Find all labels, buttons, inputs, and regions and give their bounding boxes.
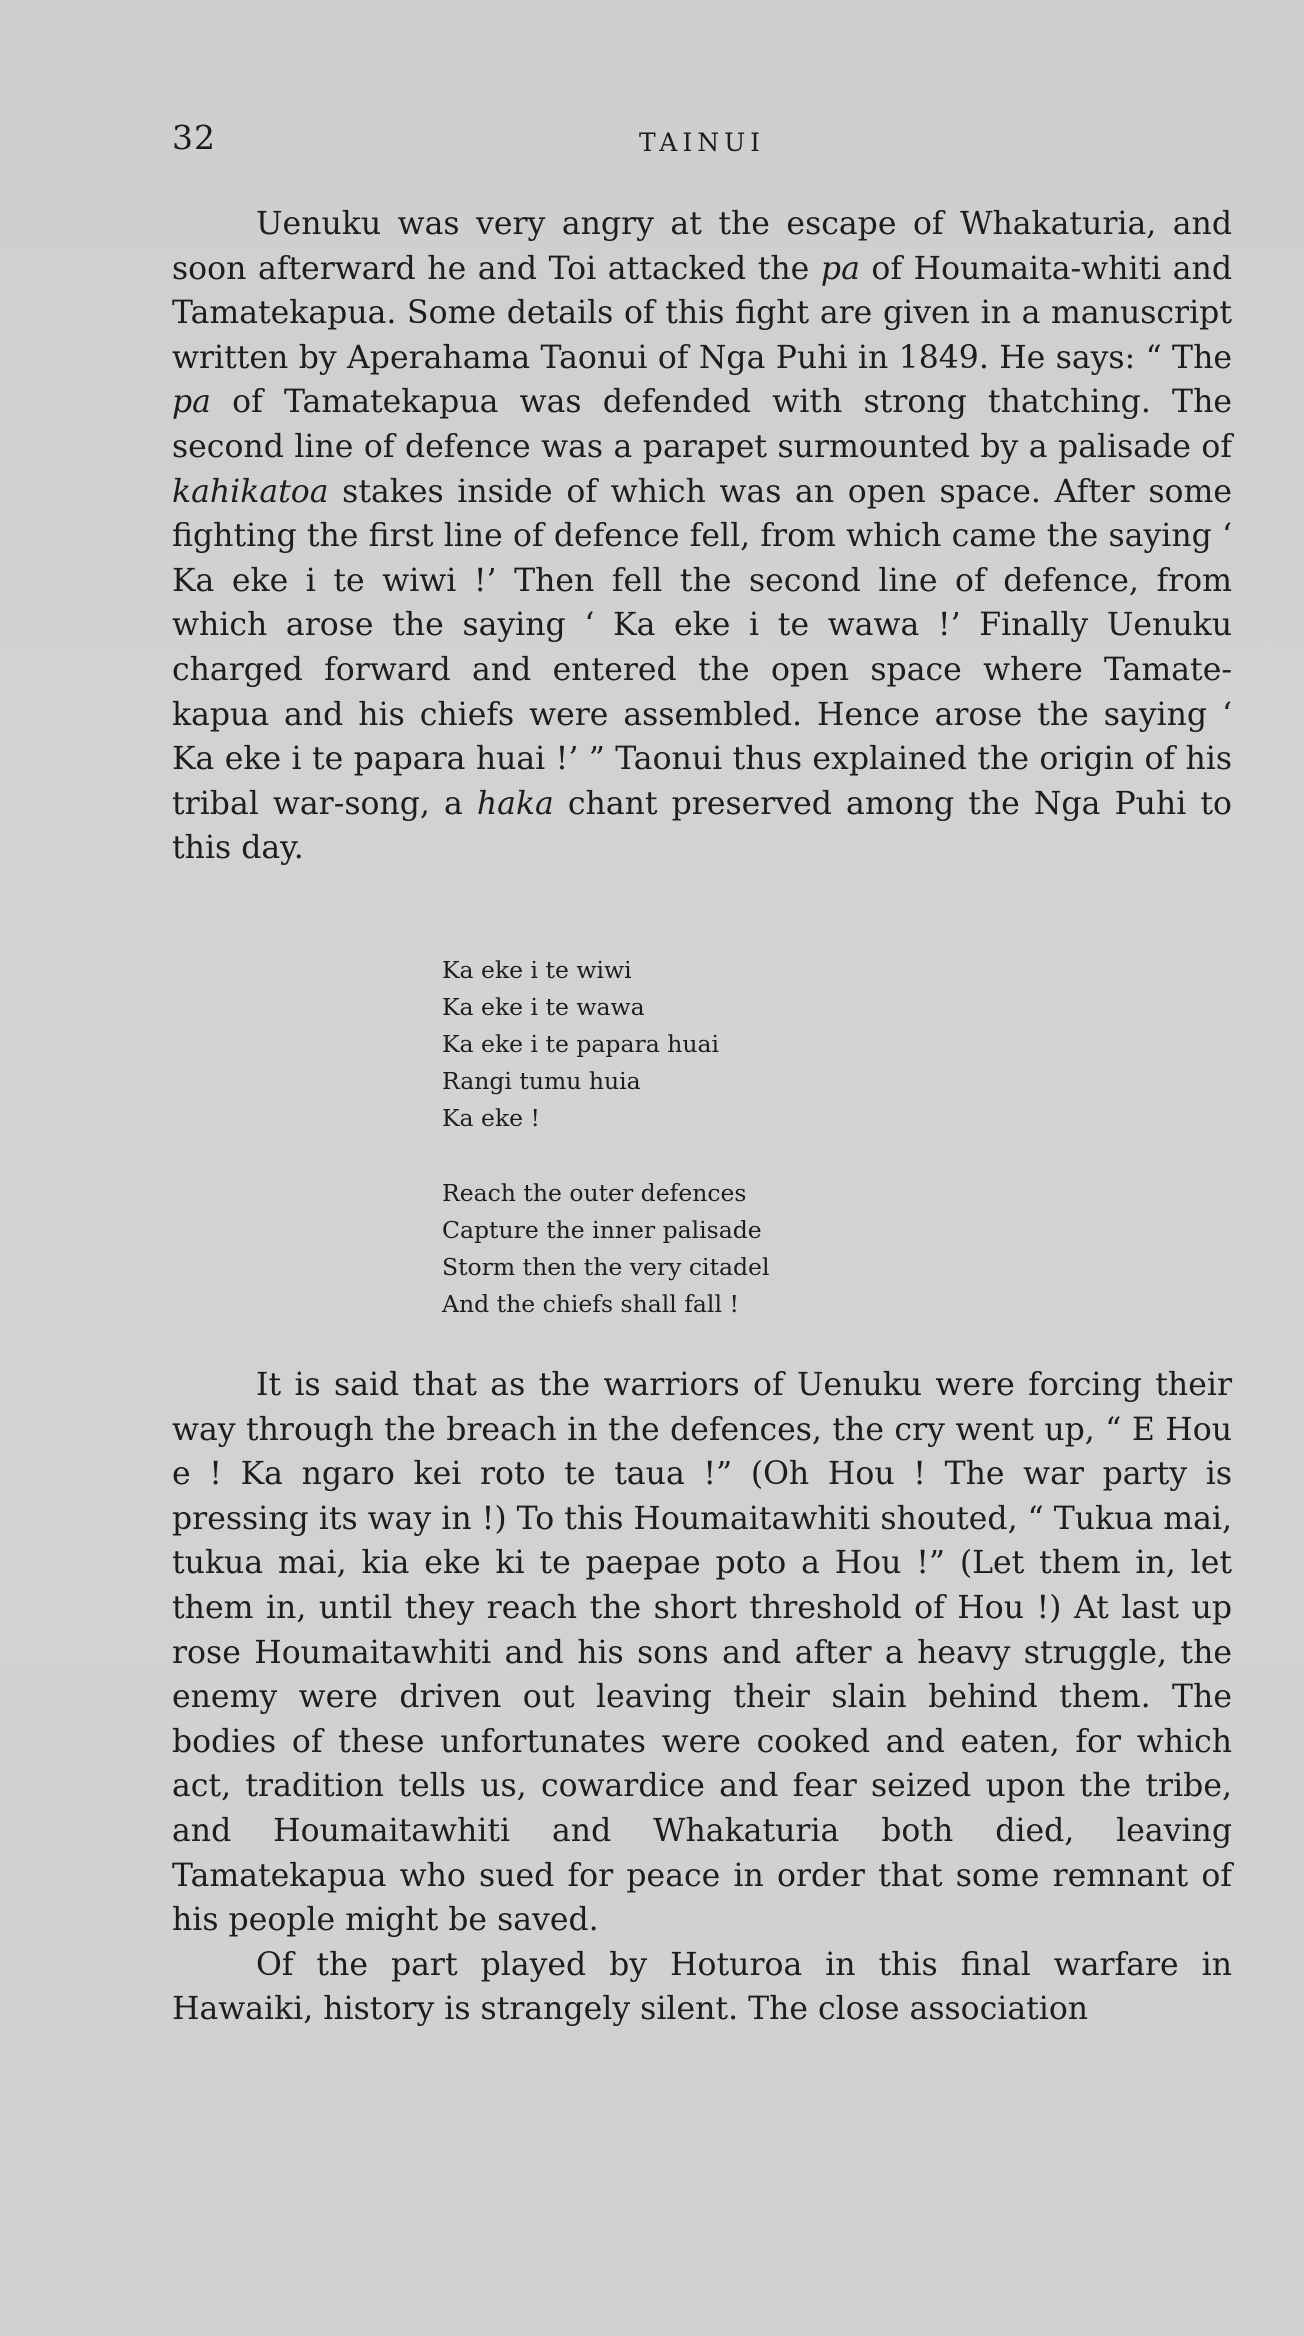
verse-line: Ka eke i te papara huai [442, 1030, 719, 1058]
haka-maori-verse [442, 952, 1042, 1137]
text-span: of Houmaita-whiti and Tamatekapua. Some details of this fight are given in a manuscript written by Aperahama Taonui of Nga Puhi in 1849. He says: “ The [172, 250, 1233, 376]
italic-term: haka [476, 785, 554, 822]
verse-line: And the chiefs shall fall ! [442, 1290, 739, 1318]
italic-term: pa [172, 384, 211, 421]
verse-line: Rangi tumu huia [442, 1067, 641, 1095]
verse-line: Ka eke i te wawa [442, 993, 645, 1021]
verse-line: Ka eke i te wiwi [442, 956, 632, 984]
verse-line: Capture the inner palisade [442, 1216, 762, 1244]
running-title: TAINUI [638, 128, 766, 157]
text-span: of Tamatekapua was defended with strong thatching. The second line of defence was a parapet surmounted by a palisade of [172, 384, 1232, 465]
verse-line: Storm then the very citadel [442, 1253, 770, 1281]
verse-line: Reach the outer defences [442, 1179, 747, 1207]
page-number: 32 [172, 118, 216, 157]
paragraph-2: It is said that as the warriors of Uenuku were forcing their way through the breach in the defences, the cry went up, “ E Hou e ! Ka ngaro kei roto te taua !” (Oh Hou ! The war party is pressing its way in !) To this Houmaitawhiti shouted, “ Tukua mai, tukua mai, kia eke ki te paepae poto a Hou !” (Let them in, let them in, until they reach the short threshold of Hou !) At last up rose Houmaitawhiti and his sons and after a heavy struggle, the enemy were driven out leaving their slain behind them. The bodies of these unfortunates were cooked and eaten, for which act, tradition tells us, cowardice and fear seized upon the tribe, and Houmaitawhiti and Whakaturia both died, leaving Tamatekapua who sued for peace in order that some remnant of his people might be saved. [172, 1367, 1232, 1939]
page-header [172, 118, 1232, 162]
italic-term: kahikatoa [172, 473, 329, 510]
paragraphs-2-3 [172, 1363, 1232, 2032]
text-span: chant preserved among the Nga Puhi to this day. [172, 785, 1232, 867]
haka-english-verse [442, 1175, 1042, 1323]
paragraph-1 [172, 202, 1232, 871]
italic-term: pa [820, 250, 860, 287]
text-span: Uenuku was very angry at the escape of Whakaturia, and soon afterward he and Toi attacked the [172, 206, 1232, 287]
paragraph-3: Of the part played by Hoturoa in this final warfare in Hawaiki, history is strangely silent. The close association [172, 1946, 1232, 2028]
verse-line: Ka eke ! [442, 1104, 541, 1132]
text-span: stakes inside of which was an open space. After some fighting the first line of defence fell, from which came the saying ‘ Ka eke i te wiwi !’ Then fell the second line of defence, from which arose the saying ‘ Ka eke i te wawa !’ Finally Uenuku charged forward and entered the open space where Tamate-kapua and his chiefs were assembled. Hence arose the saying ‘ Ka eke i te papara huai !’ ” Taonui thus explained the origin of his tribal war-song, a [172, 473, 1232, 822]
